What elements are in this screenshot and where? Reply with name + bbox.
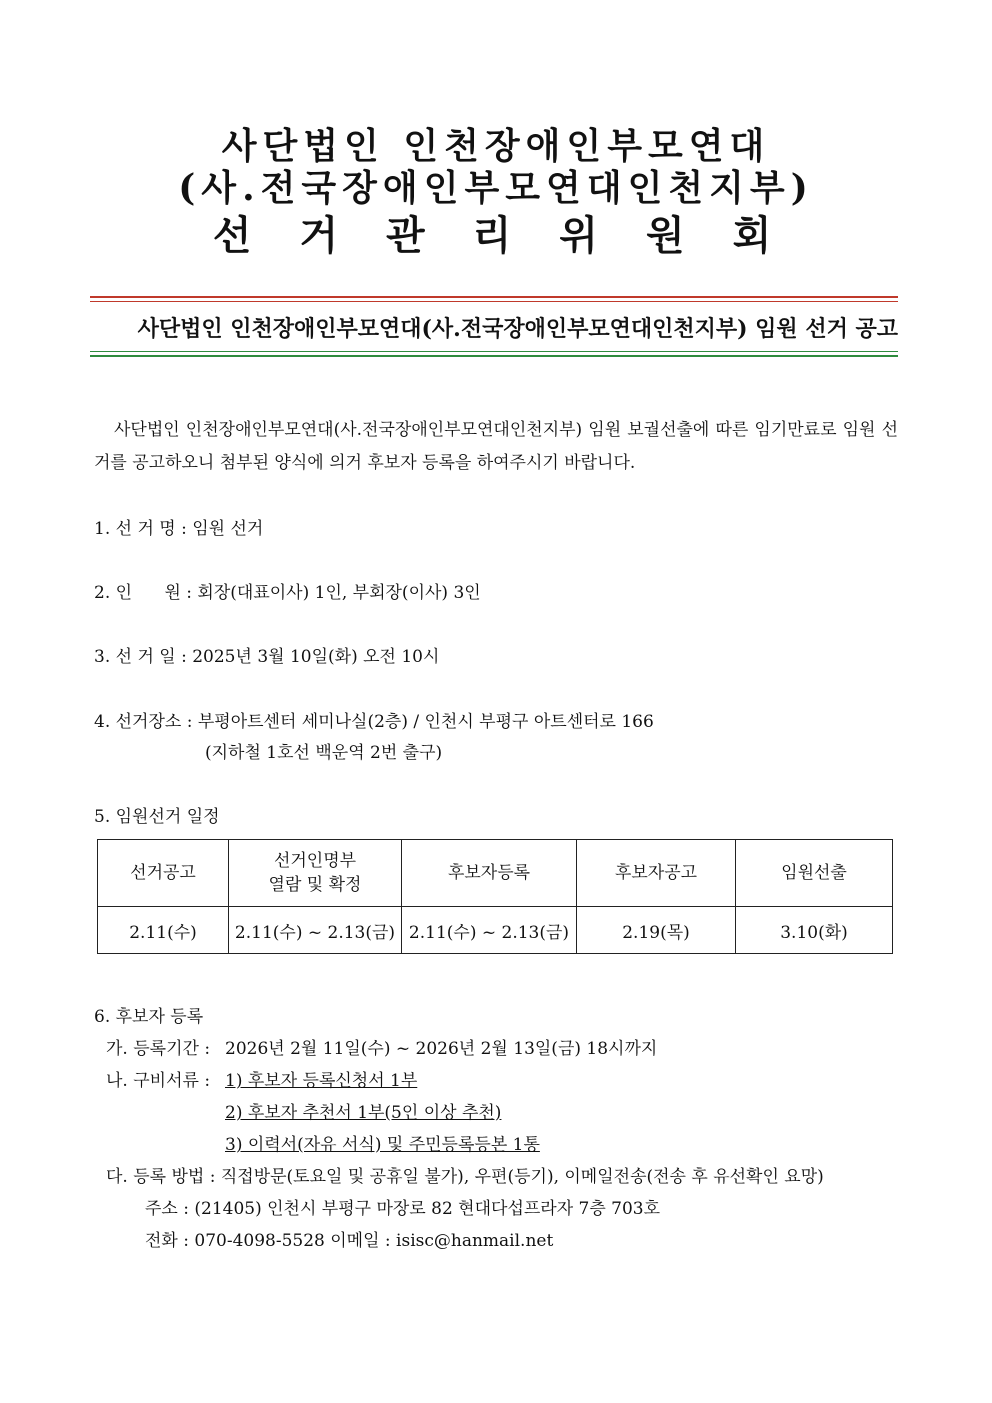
value-cell: 2.11(수) (98, 907, 229, 954)
registration-doc-2: 2) 후보자 추천서 1부(5인 이상 추천) (225, 1103, 502, 1123)
org-subtitle: (사.전국장애인부모연대인천지부) (178, 167, 814, 209)
registration-period-label: 가. 등록기간 : (106, 1039, 211, 1059)
schedule-table (97, 839, 893, 954)
item-election-name: 1. 선 거 명 : 임원 선거 (94, 519, 264, 539)
intro-paragraph: 사단법인 인천장애인부모연대(사.전국장애인부모연대인천지부) 임원 보궐선출에 따른 임기만료로 임원 선거를 공고하오니 첨부된 양식에 의거 후보자 등록을 하여주시기 바랍니다. (94, 420, 898, 473)
registration-docs-label: 나. 구비서류 : (106, 1071, 211, 1091)
registration-contact: 전화 : 070-4098-5528 이메일 : isisc@hanmail.net (145, 1231, 554, 1251)
registration-address: 주소 : (21405) 인천시 부평구 마장로 82 현대다섭프라자 7층 703호 (145, 1199, 661, 1219)
value-cell: 3.10(화) (736, 907, 893, 954)
org-title: 사단법인 인천장애인부모연대 (221, 125, 771, 167)
committee-title: 선거관리위원회 (212, 212, 820, 259)
header-cell: 임원선출 (736, 840, 893, 907)
item-schedule-title: 5. 임원선거 일정 (94, 807, 220, 827)
header-line: 선거인명부 (273, 851, 357, 871)
registration-title: 6. 후보자 등록 (94, 1007, 204, 1027)
value-cell: 2.11(수) ~ 2.13(금) (229, 907, 402, 954)
item-election-place: 4. 선거장소 : 부평아트센터 세미나실(2층) / 인천시 부평구 아트센터로 166 (94, 712, 654, 732)
registration-doc-1: 1) 후보자 등록신청서 1부 (225, 1071, 418, 1091)
header-cell: 선거공고 (98, 840, 229, 907)
table-row (98, 907, 893, 954)
registration-doc-3: 3) 이력서(자유 서식) 및 주민등록등본 1통 (225, 1135, 540, 1155)
value-cell: 2.11(수) ~ 2.13(금) (402, 907, 577, 954)
registration-period: 2026년 2월 11일(수) ~ 2026년 2월 13일(금) 18시까지 (225, 1039, 658, 1059)
header-cell: 후보자등록 (402, 840, 577, 907)
item-election-place-note: (지하철 1호선 백운역 2번 출구) (205, 743, 443, 763)
top-rule-red (90, 296, 898, 298)
notice-title: 사단법인 인천장애인부모연대(사.전국장애인부모연대인천지부) 임원 선거 공고 (137, 316, 898, 342)
top-rule-red-thin (90, 301, 898, 302)
header-cell (229, 840, 402, 907)
value-cell: 2.19(목) (577, 907, 736, 954)
bottom-rule-green-thin (90, 351, 898, 352)
item-election-date: 3. 선 거 일 : 2025년 3월 10일(화) 오전 10시 (94, 647, 440, 667)
registration-method: 다. 등록 방법 : 직접방문(토요일 및 공휴일 불가), 우편(등기), 이메일전송(전송 후 유선확인 요망) (106, 1167, 824, 1187)
header-cell: 후보자공고 (577, 840, 736, 907)
table-row (98, 840, 893, 907)
item-members: 2. 인 원 : 회장(대표이사) 1인, 부회장(이사) 3인 (94, 583, 481, 603)
header-line: 열람 및 확정 (268, 875, 362, 895)
bottom-rule-green (90, 355, 898, 357)
